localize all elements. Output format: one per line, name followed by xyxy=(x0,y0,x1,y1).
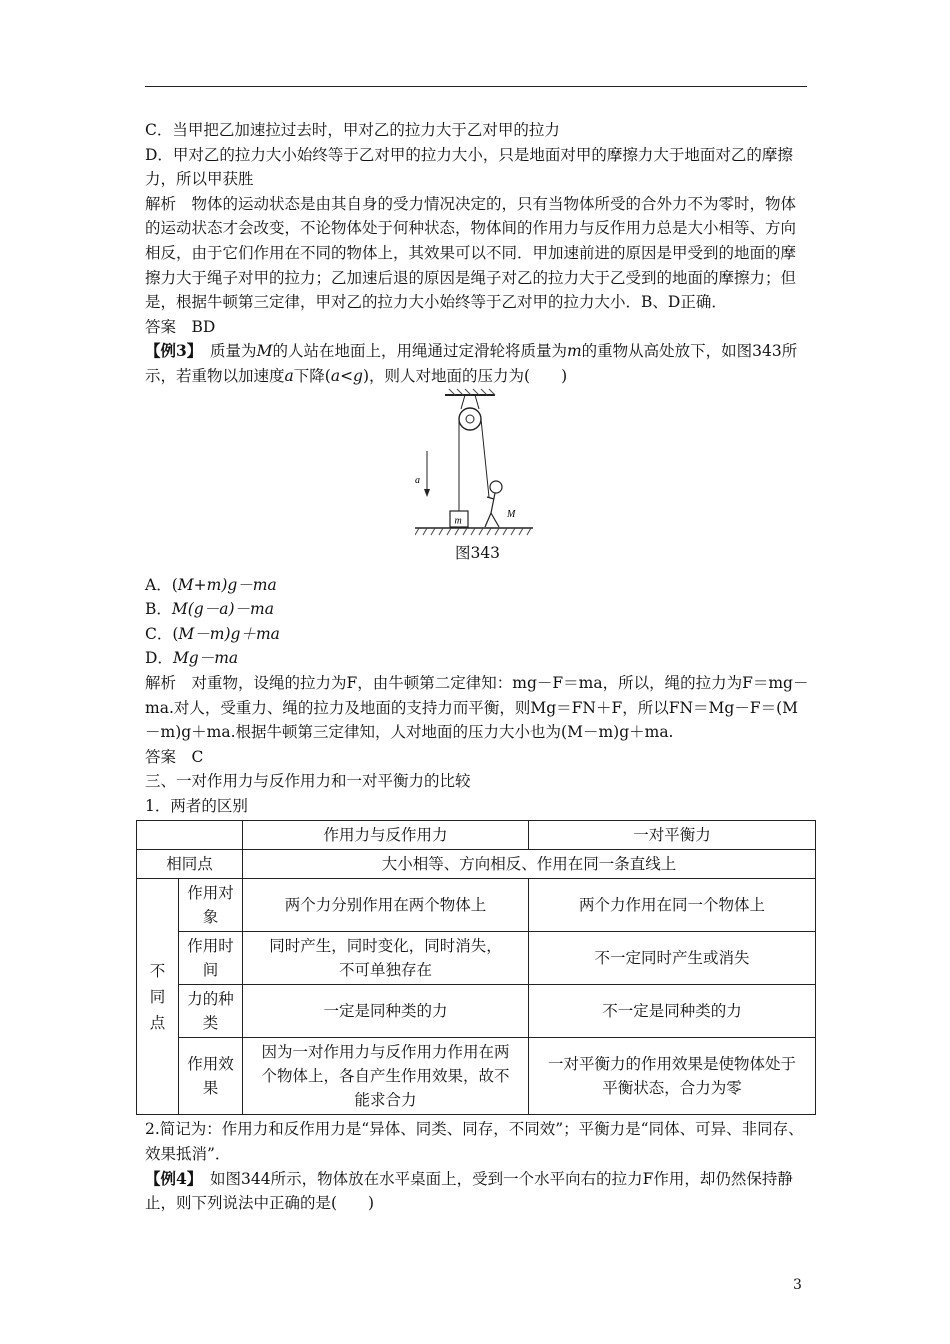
table-row xyxy=(137,985,816,1038)
figure-caption: 图343 xyxy=(454,543,501,562)
ground-hatch xyxy=(415,528,531,535)
pulley-diagram xyxy=(415,389,545,541)
diff-label: 不同点 xyxy=(137,879,179,1115)
rope-right xyxy=(481,419,489,497)
analysis-example3: 解析 对重物，设绳的拉力为F，由牛顿第二定律知：mg－F＝ma，所以，绳的拉力为F＝mg－ma.对人，受重力、绳的拉力及地面的支持力而平衡，则Mg＝FN＋F，所以FN＝Mg－F＝(M－m)g＋ma.根据牛顿第三定律知，人对地面的压力大小也为(M－m)g＋ma. xyxy=(145,673,809,742)
answer-prev: 答案 BD xyxy=(145,317,216,336)
table-same-row xyxy=(137,850,816,879)
pulley-figure xyxy=(145,389,810,573)
row-value-b: 不一定是同种类的力 xyxy=(529,985,816,1038)
answer-example3: 答案 C xyxy=(145,747,204,766)
section3-note: 2.简记为：作用力和反作用力是“异体、同类、同存，不同效”；平衡力是“同体、可异、非同存、效果抵消”． xyxy=(145,1120,804,1164)
accel-arrowhead xyxy=(424,489,430,497)
label-M: M xyxy=(507,508,516,520)
example3-stem: 【例3】 质量为M的人站在地面上，用绳通过定滑轮将质量为m的重物从高处放下，如图343所示，若重物以加速度a下降(a<g)，则人对地面的压力为( ) xyxy=(145,341,798,385)
row-value-a: 同时产生，同时变化，同时消失，不可单独存在 xyxy=(243,932,529,985)
same-value: 大小相等、方向相反、作用在同一条直线上 xyxy=(243,850,816,879)
example3-tag: 【例3】 xyxy=(145,341,195,361)
header-action-reaction: 作用力与反作用力 xyxy=(243,821,529,850)
row-label: 作用效果 xyxy=(179,1038,243,1115)
page-number: 3 xyxy=(793,1277,802,1293)
person-body xyxy=(485,493,499,527)
row-value-a: 两个力分别作用在两个物体上 xyxy=(243,879,529,932)
section3-sub1: 1．两者的区别 xyxy=(145,796,248,815)
header-rule xyxy=(145,86,807,87)
option-c-prev: C．当甲把乙加速拉过去时，甲对乙的拉力大于乙对甲的拉力 xyxy=(145,121,560,139)
option-a: A．(M+m)g－ma xyxy=(145,575,277,594)
table-row xyxy=(137,1038,816,1115)
option-d-prev: D．甲对乙的拉力大小始终等于乙对甲的拉力大小，只是地面对甲的摩擦力大于地面对乙的摩擦力，所以甲获胜 xyxy=(145,145,793,189)
option-b: B．M(g－a)－ma xyxy=(145,600,274,619)
section3-title: 三、一对作用力与反作用力和一对平衡力的比较 xyxy=(145,772,471,791)
row-value-b: 不一定同时产生或消失 xyxy=(529,932,816,985)
pulley-wheel xyxy=(459,408,481,430)
label-a: a xyxy=(415,474,420,486)
row-value-a: 一定是同种类的力 xyxy=(243,985,529,1038)
comparison-table xyxy=(136,820,816,1115)
label-m: m xyxy=(454,515,462,527)
row-value-b: 一对平衡力的作用效果是使物体处于平衡状态，合力为零 xyxy=(529,1038,816,1115)
page-content xyxy=(145,118,810,1216)
pulley-mount-left xyxy=(461,395,465,409)
option-d: D．Mg－ma xyxy=(145,649,239,668)
table-row xyxy=(137,879,816,932)
example4-stem: 【例4】 如图344所示，物体放在水平桌面上，受到一个水平向右的拉力F作用，却仍然保持静止，则下列说法中正确的是( ) xyxy=(145,1168,793,1213)
table-corner xyxy=(137,821,243,850)
pulley-axle xyxy=(466,415,474,423)
analysis-prev: 解析 物体的运动状态是由其自身的受力情况决定的，只有当物体所受的合外力不为零时，物体的运动状态才会改变，不论物体处于何种状态，物体间的作用力与反作用力总是大小相等、方向相反，由于它们作用在不同的物体上，其效果可以不同．甲加速前进的原因是甲受到的地面的摩擦力大于绳子对甲的拉力；乙加速后退的原因是绳子对乙的拉力大于乙受到的地面的摩擦力；但是，根据牛顿第三定律，甲对乙的拉力大小始终等于乙对甲的拉力大小．B、D正确． xyxy=(145,194,797,312)
option-c: C．(M－m)g＋ma xyxy=(145,624,280,643)
person-head xyxy=(490,481,502,493)
header-balance: 一对平衡力 xyxy=(529,821,816,850)
row-label: 作用时间 xyxy=(179,932,243,985)
pulley-mount-right xyxy=(475,395,479,409)
table-row xyxy=(137,932,816,985)
example4-tag: 【例4】 xyxy=(145,1168,195,1188)
row-value-a: 因为一对作用力与反作用力作用在两个物体上，各自产生作用效果，故不能求合力 xyxy=(243,1038,529,1115)
same-label: 相同点 xyxy=(137,850,243,879)
row-label: 作用对象 xyxy=(179,879,243,932)
row-label: 力的种类 xyxy=(179,985,243,1038)
table-header-row xyxy=(137,821,816,850)
row-value-b: 两个力作用在同一个物体上 xyxy=(529,879,816,932)
